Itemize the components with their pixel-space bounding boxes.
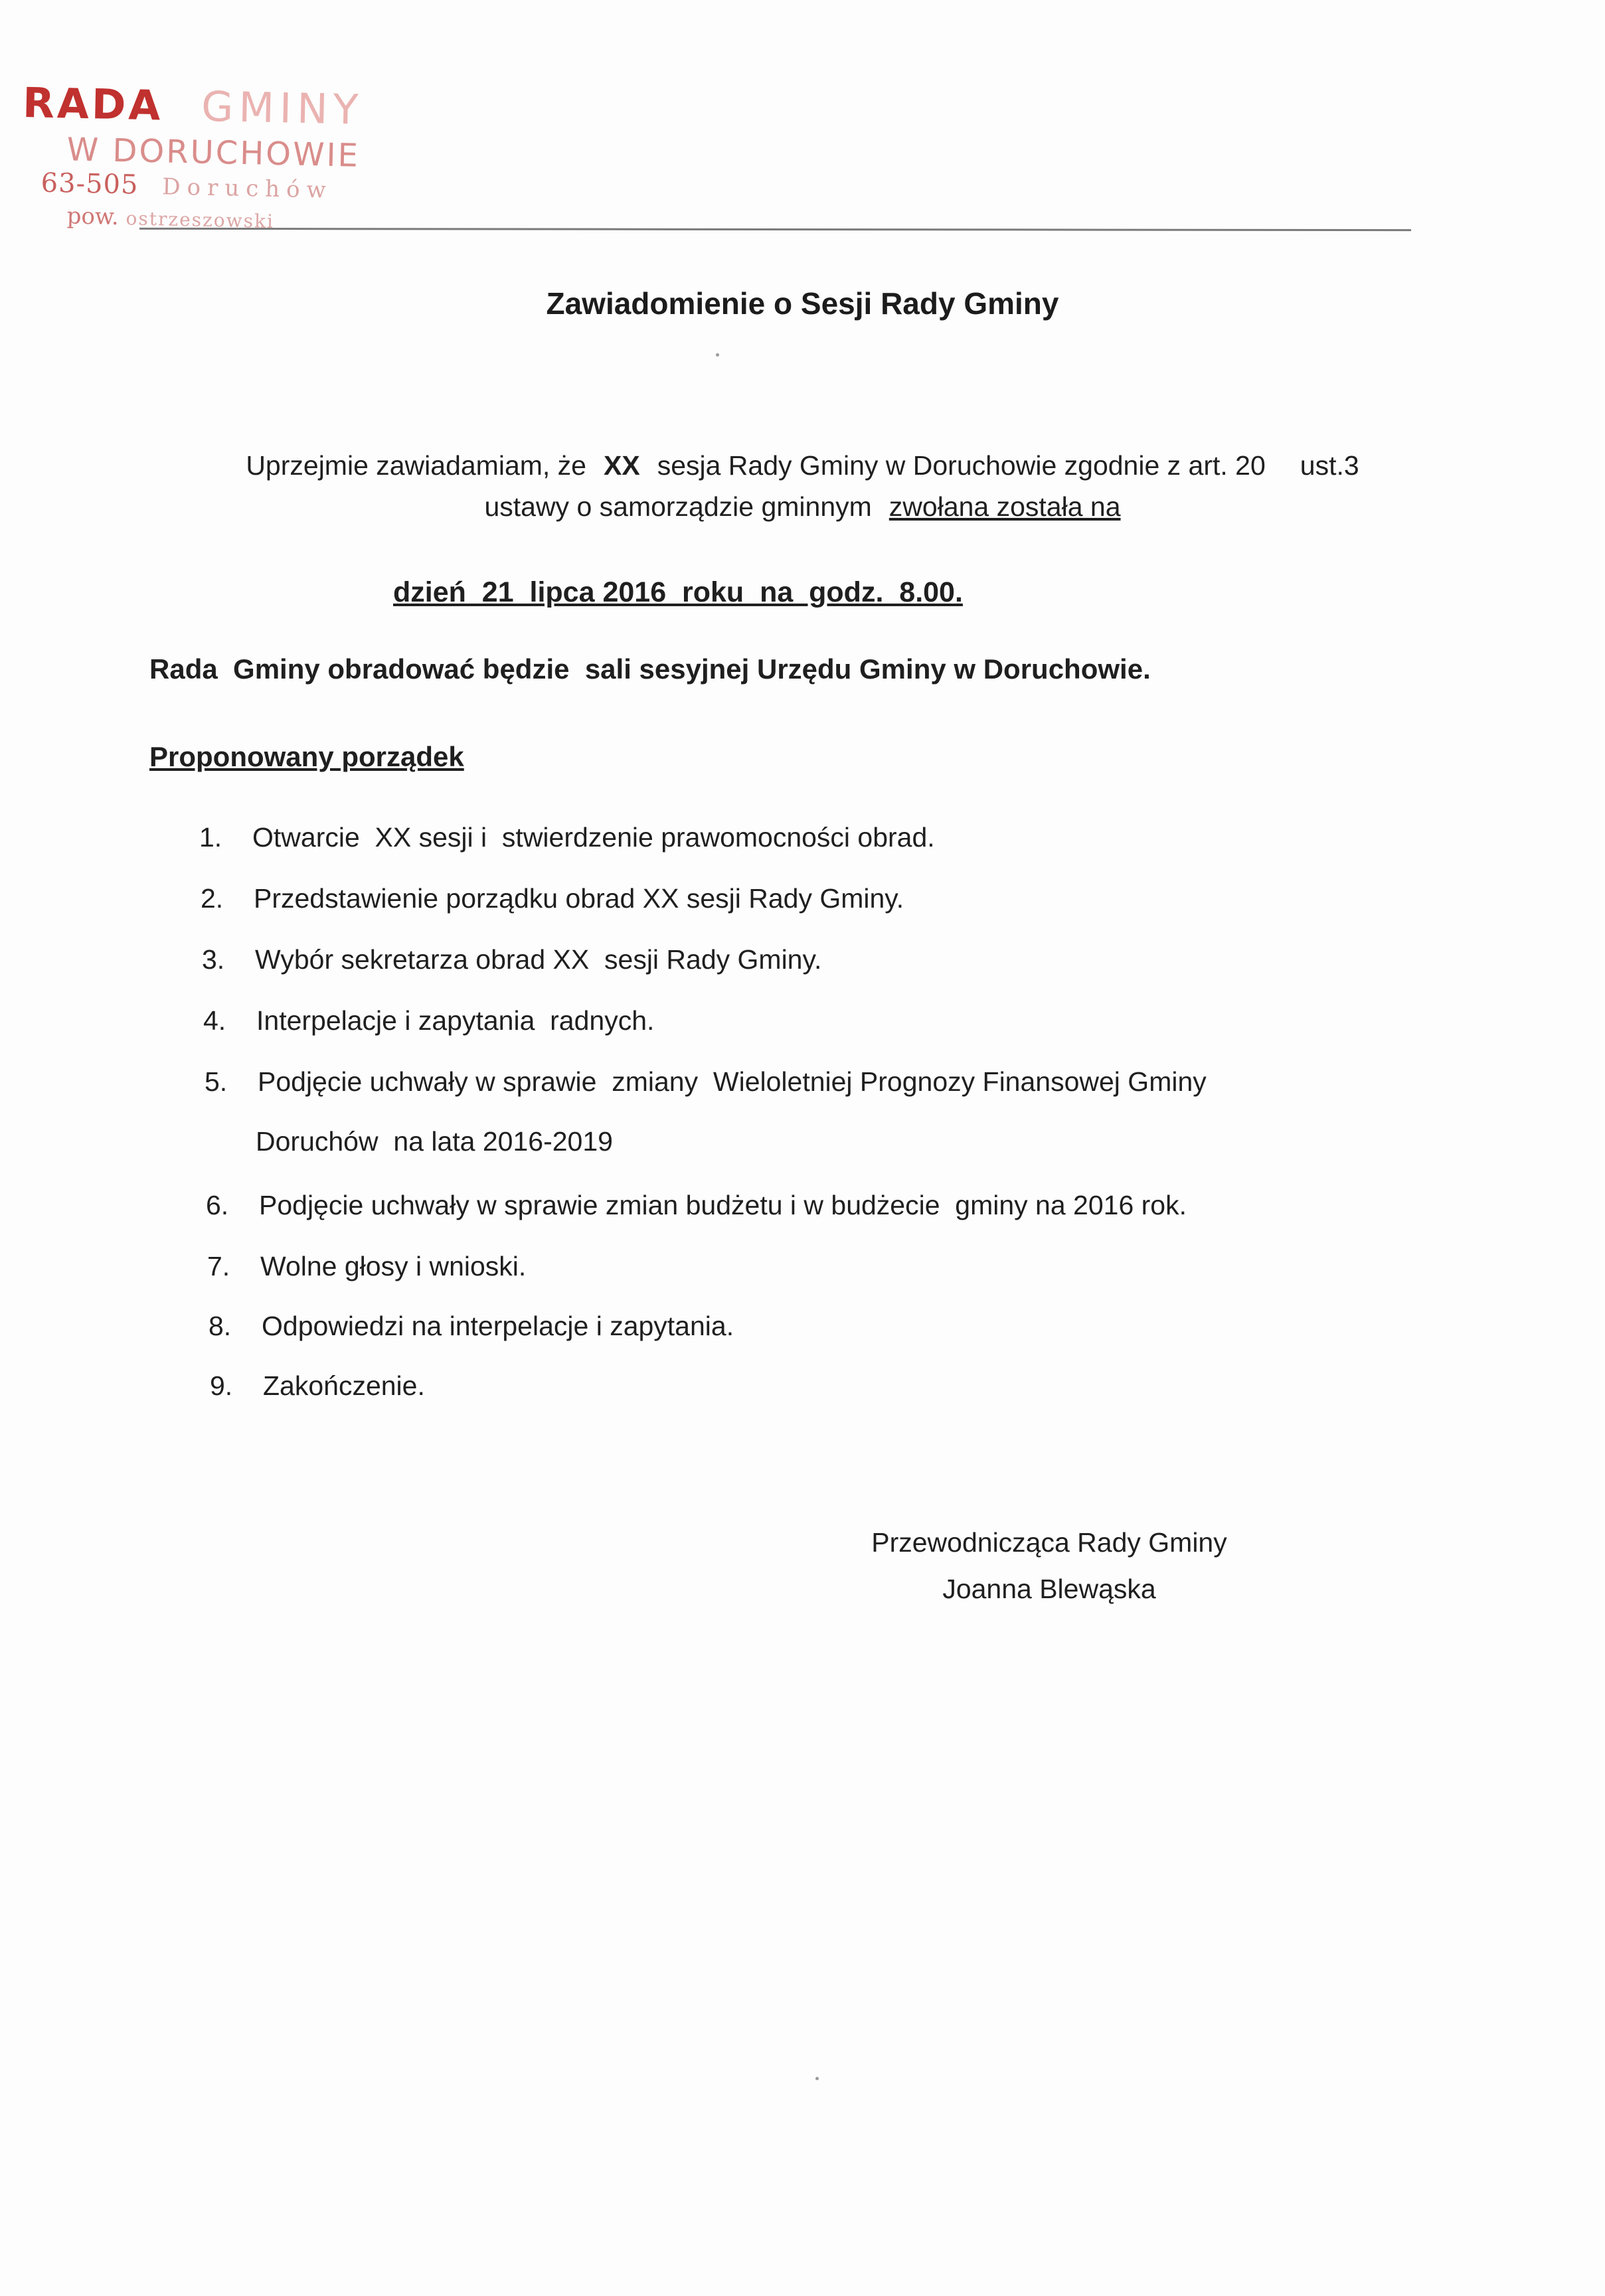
document-title: Zawiadomienie o Sesji Rady Gminy bbox=[546, 286, 1059, 321]
agenda-item-number: 5. bbox=[205, 1066, 228, 1097]
agenda-item-text: Przedstawienie porządku obrad XX sesji Rady Gminy. bbox=[254, 883, 904, 914]
intro-part-2: sesja Rady Gminy w Doruchowie zgodnie z art. 20 bbox=[657, 450, 1266, 481]
intro-part-1: Uprzejmie zawiadamiam, że bbox=[246, 450, 586, 481]
agenda-item-continuation: Doruchów na lata 2016-2019 bbox=[256, 1126, 613, 1157]
intro-part-4: ustawy o samorządzie gminnym bbox=[484, 491, 872, 522]
stamp-pow: pow. bbox=[66, 203, 120, 231]
agenda-item-text: Zakończenie. bbox=[263, 1370, 425, 1401]
agenda-item-number: 4. bbox=[203, 1005, 226, 1036]
stamp-line-2: W DORUCHOWIE bbox=[66, 131, 361, 175]
session-venue: Rada Gminy obradować będzie sali sesyjnej Urzędu Gminy w Doruchowie. bbox=[149, 653, 1151, 685]
stamp-rada: RADA bbox=[22, 78, 164, 130]
stamp-county: ostrzeszowski bbox=[126, 207, 275, 232]
session-date: dzień 21 lipca 2016 roku na godz. 8.00. bbox=[393, 576, 963, 608]
agenda-item-number: 6. bbox=[206, 1190, 229, 1220]
agenda-item-text: Wybór sekretarza obrad XX sesji Rady Gminy. bbox=[255, 944, 822, 975]
intro-part-5: zwołana została na bbox=[888, 491, 1121, 522]
agenda-item bbox=[205, 1066, 1207, 1098]
agenda-item-number: 2. bbox=[201, 883, 224, 914]
agenda-item bbox=[202, 944, 821, 975]
agenda-item bbox=[201, 883, 904, 914]
agenda-item bbox=[199, 822, 935, 853]
intro-part-3: ust.3 bbox=[1300, 450, 1359, 481]
agenda-item-text: Otwarcie XX sesji i stwierdzenie prawomocności obrad. bbox=[252, 822, 935, 853]
stamp-city: Doruchów bbox=[161, 173, 333, 204]
stamp-postal-code: 63-505 bbox=[41, 167, 139, 201]
agenda-item-text: Odpowiedzi na interpelacje i zapytania. bbox=[262, 1311, 734, 1341]
agenda-item-number: 3. bbox=[202, 944, 225, 975]
agenda-item-number: 7. bbox=[207, 1251, 230, 1281]
agenda-item bbox=[207, 1251, 526, 1282]
agenda-item-number: 1. bbox=[199, 822, 222, 853]
agenda-item-text: Podjęcie uchwały w sprawie zmiany Wieloletniej Prognozy Finansowej Gminy bbox=[258, 1066, 1207, 1097]
agenda-heading: Proponowany porządek bbox=[149, 741, 464, 772]
agenda-item bbox=[203, 1005, 654, 1036]
agenda-item-text: Interpelacje i zapytania radnych. bbox=[256, 1005, 655, 1036]
agenda-item-number: 8. bbox=[209, 1311, 232, 1341]
intro-session-number: XX bbox=[604, 450, 640, 481]
agenda-item-number: 9. bbox=[210, 1370, 233, 1401]
agenda-item bbox=[210, 1370, 425, 1402]
agenda-item bbox=[206, 1190, 1187, 1221]
stamp-gminy: GMINY bbox=[201, 82, 365, 134]
agenda-item bbox=[209, 1311, 734, 1342]
signature-role: Przewodnicząca Rady Gminy bbox=[871, 1527, 1227, 1558]
scan-speck bbox=[815, 2077, 819, 2080]
agenda-item-text: Wolne głosy i wnioski. bbox=[260, 1251, 527, 1281]
signature-name: Joanna Blewąska bbox=[942, 1574, 1156, 1604]
scan-speck bbox=[716, 353, 719, 357]
agenda-item-text: Podjęcie uchwały w sprawie zmian budżetu i w budżecie gminy na 2016 rok. bbox=[259, 1190, 1187, 1220]
